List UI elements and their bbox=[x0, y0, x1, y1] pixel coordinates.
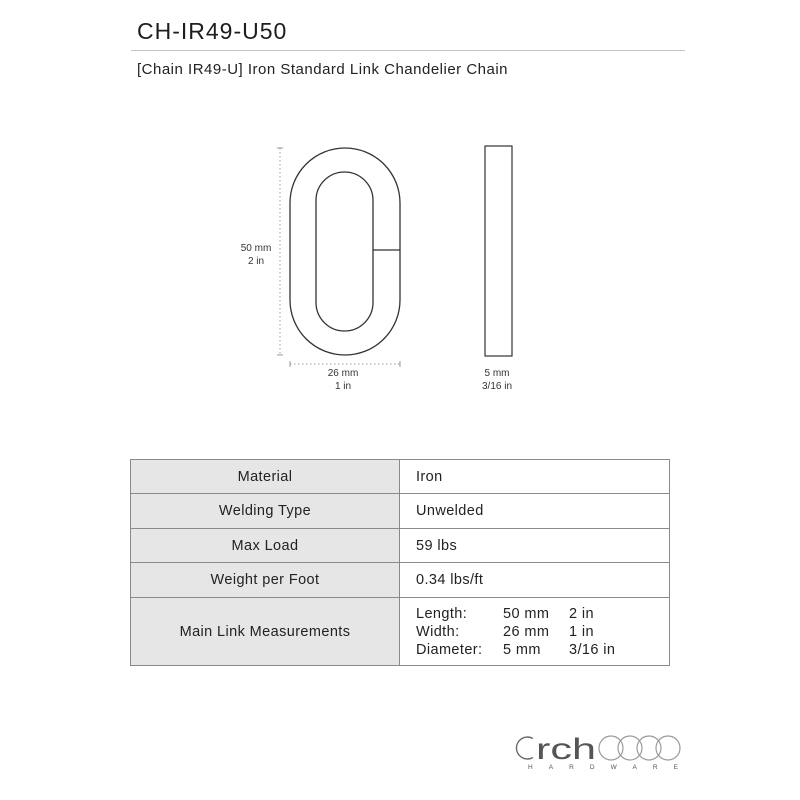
logo-wordmark: rch bbox=[536, 733, 596, 766]
spec-row-material bbox=[131, 460, 669, 493]
spec-value: 59 lbs bbox=[416, 537, 458, 554]
link-side-profile bbox=[485, 146, 512, 356]
spec-label: Max Load bbox=[131, 529, 400, 562]
measurement-name: Diameter: bbox=[416, 641, 483, 658]
logo-chain-links bbox=[599, 736, 680, 760]
spec-value: 0.34 lbs/ft bbox=[416, 572, 484, 588]
spec-label: Material bbox=[131, 460, 400, 493]
logo-a-arc bbox=[516, 737, 533, 759]
measurement-mm: 5 mm bbox=[503, 641, 541, 658]
height-in-label: 2 in bbox=[247, 256, 265, 267]
brand-logo bbox=[500, 720, 700, 780]
measurement-mm: 50 mm bbox=[503, 605, 550, 622]
product-subtitle: [Chain IR49-U] Iron Standard Link Chandelier Chain bbox=[137, 61, 509, 78]
spec-row-weight-per-foot bbox=[131, 562, 669, 597]
height-mm-label: 50 mm bbox=[240, 243, 272, 254]
link-outer-outline bbox=[290, 148, 400, 355]
measurement-mm: 26 mm bbox=[503, 623, 550, 640]
spec-row-measurements bbox=[131, 597, 669, 665]
measurement-name: Width: bbox=[416, 623, 460, 640]
diameter-in-label: 3/16 in bbox=[481, 381, 513, 392]
link-inner-outline bbox=[316, 172, 373, 331]
spec-row-welding-type bbox=[131, 493, 669, 528]
diameter-mm-label: 5 mm bbox=[484, 368, 510, 379]
spec-value: Iron bbox=[416, 468, 443, 485]
measurement-in: 3/16 in bbox=[569, 641, 616, 658]
width-in-label: 1 in bbox=[334, 381, 352, 392]
chain-link-icon bbox=[618, 736, 642, 760]
measurements-list bbox=[416, 605, 615, 659]
spec-row-max-load bbox=[131, 528, 669, 562]
width-mm-label: 26 mm bbox=[327, 368, 359, 379]
measurement-in: 2 in bbox=[569, 605, 594, 622]
spec-label: Weight per Foot bbox=[131, 563, 400, 597]
measurement-in: 1 in bbox=[569, 623, 594, 640]
spec-label: Welding Type bbox=[131, 494, 400, 528]
chain-link-icon bbox=[599, 736, 623, 760]
spec-value: Unwelded bbox=[416, 503, 484, 519]
spec-table bbox=[130, 459, 670, 666]
logo-tagline: HARDWARE bbox=[528, 764, 678, 771]
spec-label: Main Link Measurements bbox=[131, 598, 400, 665]
chain-link-icon bbox=[637, 736, 661, 760]
measurements-cell bbox=[400, 598, 669, 665]
measurement-name: Length: bbox=[416, 605, 468, 622]
chain-link-icon bbox=[656, 736, 680, 760]
product-code-title: CH-IR49-U50 bbox=[137, 18, 288, 44]
